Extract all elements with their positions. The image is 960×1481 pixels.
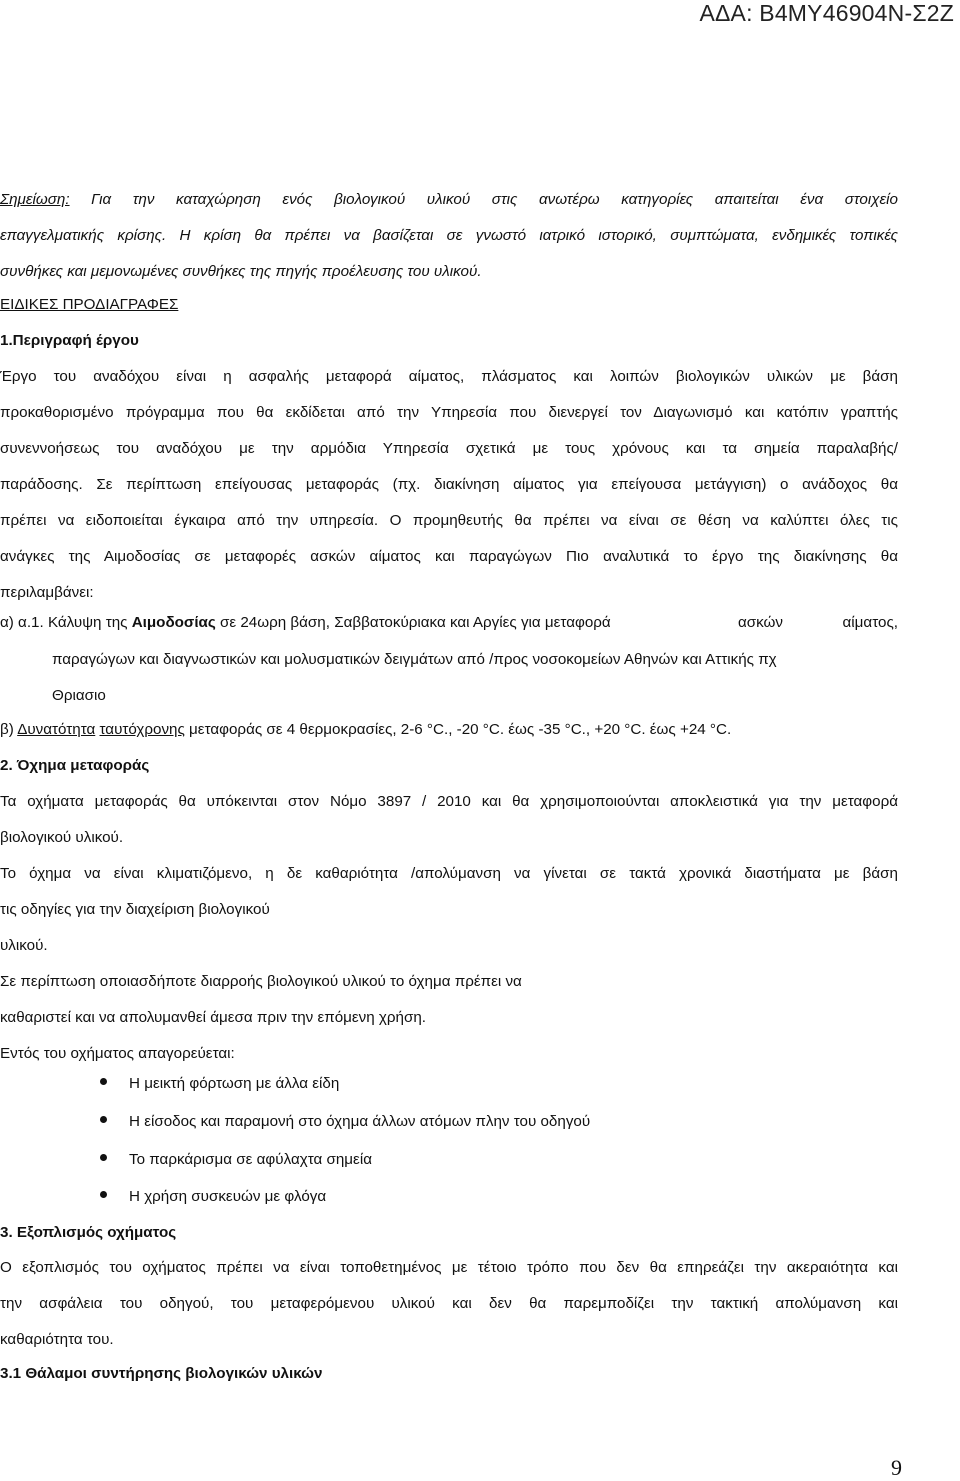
- section1-line: προκαθορισμένο πρόγραμμα που θα εκδίδεται από την Υπηρεσία που διενεργεί τον Διαγωνισμό και κατόπιν γραπτής: [0, 404, 898, 421]
- note-line-1: Σημείωση: Για την καταχώρηση ενός βιολογικού υλικού στις ανωτέρω κατηγορίες απαιτείται ένα στοιχείο: [0, 191, 898, 208]
- section1-line: Έργο του αναδόχου είναι η ασφαλής μεταφορά αίματος, πλάσματος και λοιπών βιολογικών υλικών με βάση: [0, 368, 898, 385]
- bullet-item: Η είσοδος και παραμονή στο όχημα άλλων ατόμων πλην του οδηγού: [100, 1110, 590, 1134]
- note-line-3: συνθήκες και μεμονωμένες συνθήκες της πηγής προέλευσης του υλικού.: [0, 263, 482, 280]
- ada-code: ΑΔΑ: Β4ΜΥ46904Ν-Σ2Ζ: [699, 0, 954, 26]
- note-label: Σημείωση:: [0, 191, 70, 208]
- section1-title: 1.Περιγραφή έργου: [0, 332, 139, 349]
- bullet-dot-icon: [100, 1154, 107, 1161]
- section2-line: καθαριστεί και να απολυμανθεί άμεσα πριν την επόμενη χρήση.: [0, 1009, 427, 1026]
- section1-line: πρέπει να ειδοποιείται έγκαιρα από την υπηρεσία. Ο προμηθευτής θα πρέπει να είναι σε θέση να καλύπτει όλες τις: [0, 512, 898, 529]
- section2-title: 2. Όχημα μεταφοράς: [0, 757, 150, 774]
- item-a-line-3: Θριασιο: [52, 687, 106, 704]
- bullet-dot-icon: [100, 1116, 107, 1123]
- section3-line: Ο εξοπλισμός του οχήματος πρέπει να είναι τοποθετημένος με τέτοιο τρόπο που δεν θα επηρεάζει την ακεραιότητα και: [0, 1259, 898, 1276]
- section2-line: Εντός του οχήματος απαγορεύεται:: [0, 1045, 235, 1062]
- note-line-2: επαγγελματικής κρίσης. Η κρίση θα πρέπει να βασίζεται σε γνωστό ιατρικό ιστορικό, συμπτώματα, ενδημικές τοπικές: [0, 227, 898, 244]
- bullet-item: Η χρήση συσκευών με φλόγα: [100, 1185, 326, 1209]
- section2-line: τις οδηγίες για την διαχείριση βιολογικού: [0, 901, 270, 918]
- bullet-dot-icon: [100, 1078, 107, 1085]
- item-a-line-2: παραγώγων και διαγνωστικών και μολυσματικών δειγμάτων από /προς νοσοκομείων Αθηνών και Αττικής πχ: [52, 651, 777, 668]
- bullet-dot-icon: [100, 1191, 107, 1198]
- aimodosia-bold: Αιμοδοσίας: [131, 614, 216, 631]
- section3-title: 3. Εξοπλισμός οχήματος: [0, 1224, 177, 1241]
- page-number: 9: [891, 1455, 902, 1480]
- section1-line: παράδοσης. Σε περίπτωση επείγουσας μεταφοράς (πχ. διακίνηση αίματος για επείγουσα μετάγγιση) ο ανάδοχος θα: [0, 476, 898, 493]
- section2-line: Το όχημα να είναι κλιματιζόμενο, η δε καθαριότητα /απολύμανση να γίνεται σε τακτά χρονικά διαστήματα με βάση: [0, 865, 898, 882]
- section2-line: Τα οχήματα μεταφοράς θα υπόκεινται στον Νόμο 3897 / 2010 και θα χρησιμοποιούνται αποκλειστικά για την μεταφορά: [0, 793, 898, 810]
- section3-line: καθαριότητα του.: [0, 1331, 114, 1348]
- section2-paragraph: [0, 784, 898, 1072]
- item-b-line: β) Δυνατότητα ταυτόχρονης μεταφοράς σε 4 θερμοκρασίες, 2-6 °C., -20 °C. έως -35 °C., +20 °C. έως +24 °C.: [0, 721, 732, 738]
- subsection-3-1-title: 3.1 Θάλαμοι συντήρησης βιολογικών υλικών: [0, 1365, 323, 1382]
- section2-line: υλικού.: [0, 937, 48, 954]
- section1-line: ανάγκες της Αιμοδοσίας σε μεταφορές ασκών αίματος και παραγώγων Πιο αναλυτικά το έργο της διακίνησης θα: [0, 548, 898, 565]
- bullet-item: Το παρκάρισμα σε αφύλαχτα σημεία: [100, 1148, 372, 1172]
- section1-paragraph: [0, 359, 898, 611]
- specs-heading: ΕΙΔΙΚΕΣ ΠΡΟΔΙΑΓΡΑΦΕΣ: [0, 296, 179, 313]
- section2-line: βιολογικού υλικού.: [0, 829, 124, 846]
- note-paragraph: [0, 182, 898, 290]
- item-a-line-1: α) α.1. Κάλυψη της Αιμοδοσίας σε 24ωρη βάση, Σαββατοκύριακα και Αργίες για μεταφορά ασκών αίματος,: [0, 614, 898, 631]
- section2-line: Σε περίπτωση οποιασδήποτε διαρροής βιολογικού υλικού το όχημα πρέπει να: [0, 973, 522, 990]
- bullet-item: Η μεικτή φόρτωση με άλλα είδη: [100, 1072, 339, 1096]
- section3-line: την ασφάλεια του οδηγού, του μεταφερόμενου υλικού και δεν θα παρεμποδίζει την τακτική απολύμανση και: [0, 1295, 898, 1312]
- section3-paragraph: [0, 1250, 898, 1358]
- section1-line: συνεννοήσεως του αναδόχου με την αρμόδια Υπηρεσία σχετικά με τους χρόνους και τα σημεία παραλαβής/: [0, 440, 898, 457]
- section1-line: περιλαμβάνει:: [0, 584, 94, 601]
